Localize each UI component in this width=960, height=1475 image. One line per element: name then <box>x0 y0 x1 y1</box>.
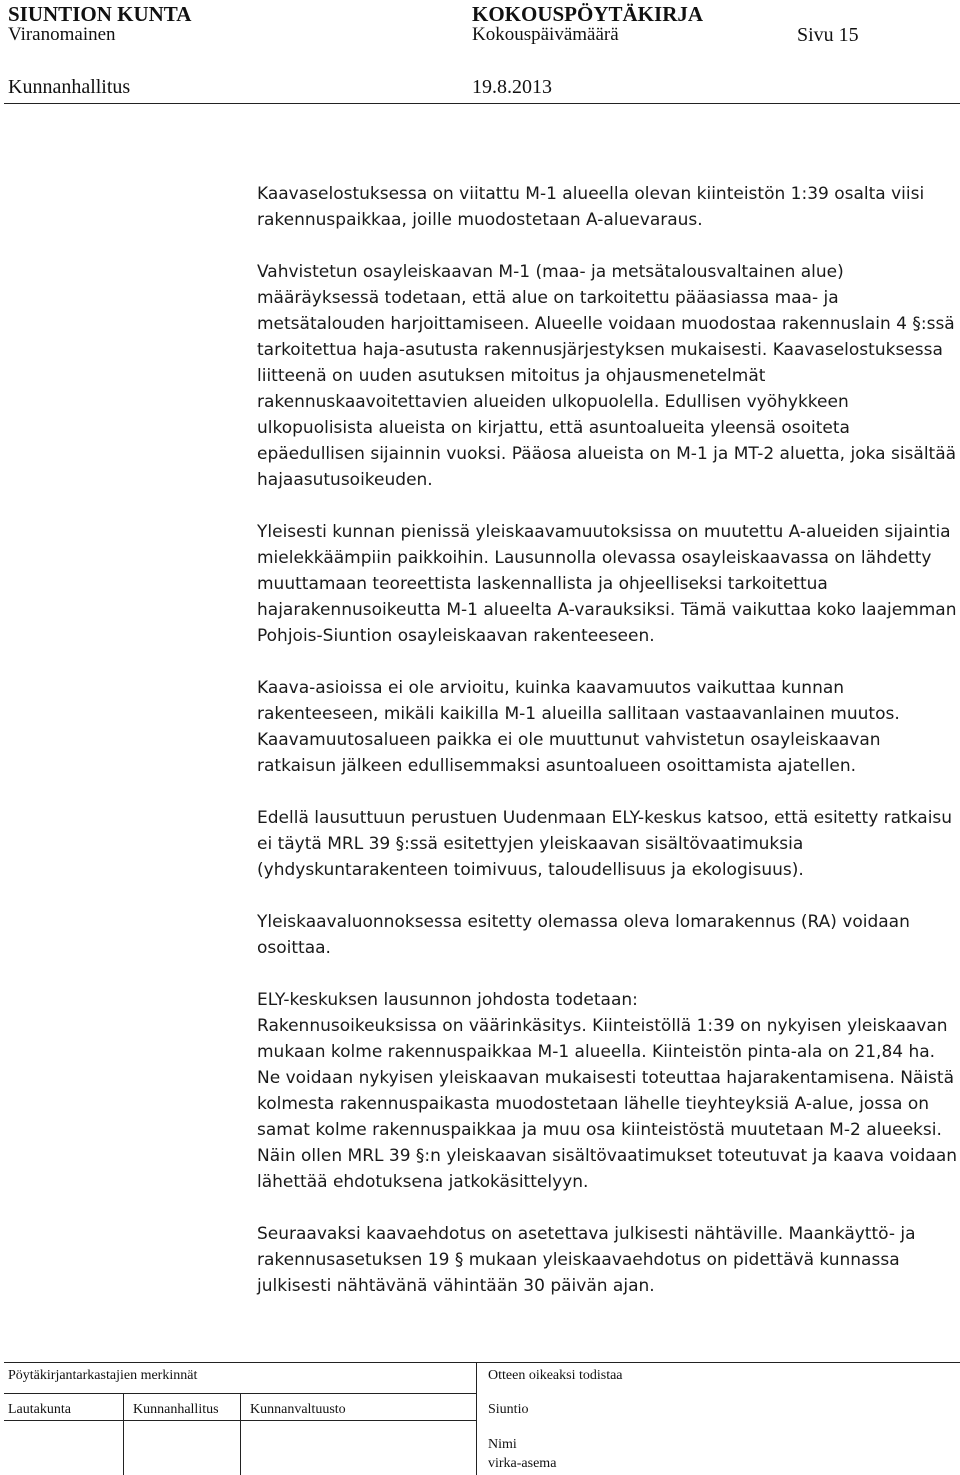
reviewers-label: Pöytäkirjantarkastajien merkinnät <box>8 1368 198 1383</box>
certified-label: Otteen oikeaksi todistaa <box>488 1368 623 1383</box>
paragraph-heading: ELY-keskuksen lausunnon johdosta todetaan: <box>257 990 638 1010</box>
footer-top-rule <box>4 1362 960 1363</box>
page-number: Sivu 15 <box>797 24 859 46</box>
footer-column-rule <box>240 1393 241 1475</box>
meeting-date: 19.8.2013 <box>472 76 552 98</box>
document-type-title: KOKOUSPÖYTÄKIRJA <box>472 2 704 26</box>
footer-position-label: virka-asema <box>488 1456 557 1471</box>
document-body <box>257 181 957 1299</box>
paragraph: Rakennusoikeuksissa on väärinkäsitys. Kiinteistöllä 1:39 on nykyisen yleiskaavan mukaan kolme rakennuspaikkaa M-1 alueella. Kiinteistön pinta-ala on 21,84 ha. Ne voidaan nykyisen yleiskaavan mukaisesti toteuttaa hajarakentamisena. Näistä kolmesta rakennuspaikasta muodostetaan lähelle tieyhteyksiä A-alue, jossa on samat kolme rakennuspaikkaa ja muu osa kiinteistöstä muutetaan M-2 alueeksi. Näin ollen MRL 39 §:n yleiskaavan sisältövaatimukset toteutuvat ja kaava voidaan lähettää ehdotuksena jatkokäsittelyyn. <box>257 1016 958 1192</box>
municipality-title: SIUNTION KUNTA <box>8 2 192 26</box>
paragraph: Vahvistetun osayleiskaavan M-1 (maa- ja metsätalousvaltainen alue) määräyksessä todetaan, että alue on tarkoitettu pääasiassa maa- ja metsätalouden harjoittamiseen. Alueelle voidaan muodostaa rakennuslain 4 §:ssä tarkoitettua haja-asutusta rakennusjärjestyksen mukaisesti. Kaavaselostuksessa liitteenä on uuden asutuksen mitoitus ja ohjausmenetelmät rakennuskaavoitettavien alueiden ulkopuolella. Edullisen vyöhykkeen ulkopuolisista alueista on kirjattu, että asuntoalueita yleensä osoiteta epäedullisen sijainnin vuoksi. Pääosa alueista on M-1 ja MT-2 aluetta, joka sisältää hajaasutusoikeuden. <box>257 262 957 490</box>
footer-board: Lautakunta <box>8 1402 71 1417</box>
paragraph: Seuraavaksi kaavaehdotus on asetettava julkisesti nähtäville. Maankäyttö- ja rakennusasetuksen 19 § mukaan yleiskaavaehdotus on pidettävä kunnassa julkisesti nähtävänä vähintään 30 päivän ajan. <box>257 1224 916 1296</box>
footer-column-rule <box>123 1393 124 1475</box>
footer-place: Siuntio <box>488 1402 529 1417</box>
paragraph: Kaavaselostuksessa on viitattu M-1 alueella olevan kiinteistön 1:39 osalta viisi rakennuspaikkaa, joille muodostetaan A-aluevaraus. <box>257 184 925 230</box>
paragraph: Yleiskaavaluonnoksessa esitetty olemassa oleva lomarakennus (RA) voidaan osoittaa. <box>257 912 910 958</box>
footer-municipal-board: Kunnanhallitus <box>133 1402 219 1417</box>
authority-name: Kunnanhallitus <box>8 76 131 98</box>
paragraph: Edellä lausuttuun perustuen Uudenmaan ELY-keskus katsoo, että esitetty ratkaisu ei täytä MRL 39 §:ssä esitettyjen yleiskaavan sisältövaatimuksia (yhdyskuntarakenteen toimivuus, taloudellisuus ja ekologisuus). <box>257 808 953 880</box>
authority-label: Viranomainen <box>8 24 116 45</box>
footer-name-label: Nimi <box>488 1437 517 1452</box>
paragraph: Kaava-asioissa ei ole arvioitu, kuinka kaavamuutos vaikuttaa kunnan rakenteeseen, mikäli kaikilla M-1 alueilla sallitaan vastaavanlainen muutos. Kaavamuutosalueen paikka ei ole muuttunut vahvistetun osayleiskaavan ratkaisun jälkeen edullisemmaksi asuntoalueen osoittamista ajatellen. <box>257 678 900 776</box>
footer-council: Kunnanvaltuusto <box>250 1402 346 1417</box>
footer-divider <box>476 1362 477 1475</box>
paragraph: Yleisesti kunnan pienissä yleiskaavamuutoksissa on muutettu A-alueiden sijaintia mielekkäämpiin paikkoihin. Lausunnolla olevassa osayleiskaavassa on lähdetty muuttamaan teoreettista laskennallista ja ohjeelliseksi tarkoitettua hajarakennusoikeutta M-1 alueelta A-varauksiksi. Tämä vaikuttaa koko laajemman Pohjois-Siuntion osayleiskaavan rakenteeseen. <box>257 522 957 646</box>
header-rule <box>4 103 960 104</box>
meeting-date-label: Kokouspäivämäärä <box>472 24 619 45</box>
